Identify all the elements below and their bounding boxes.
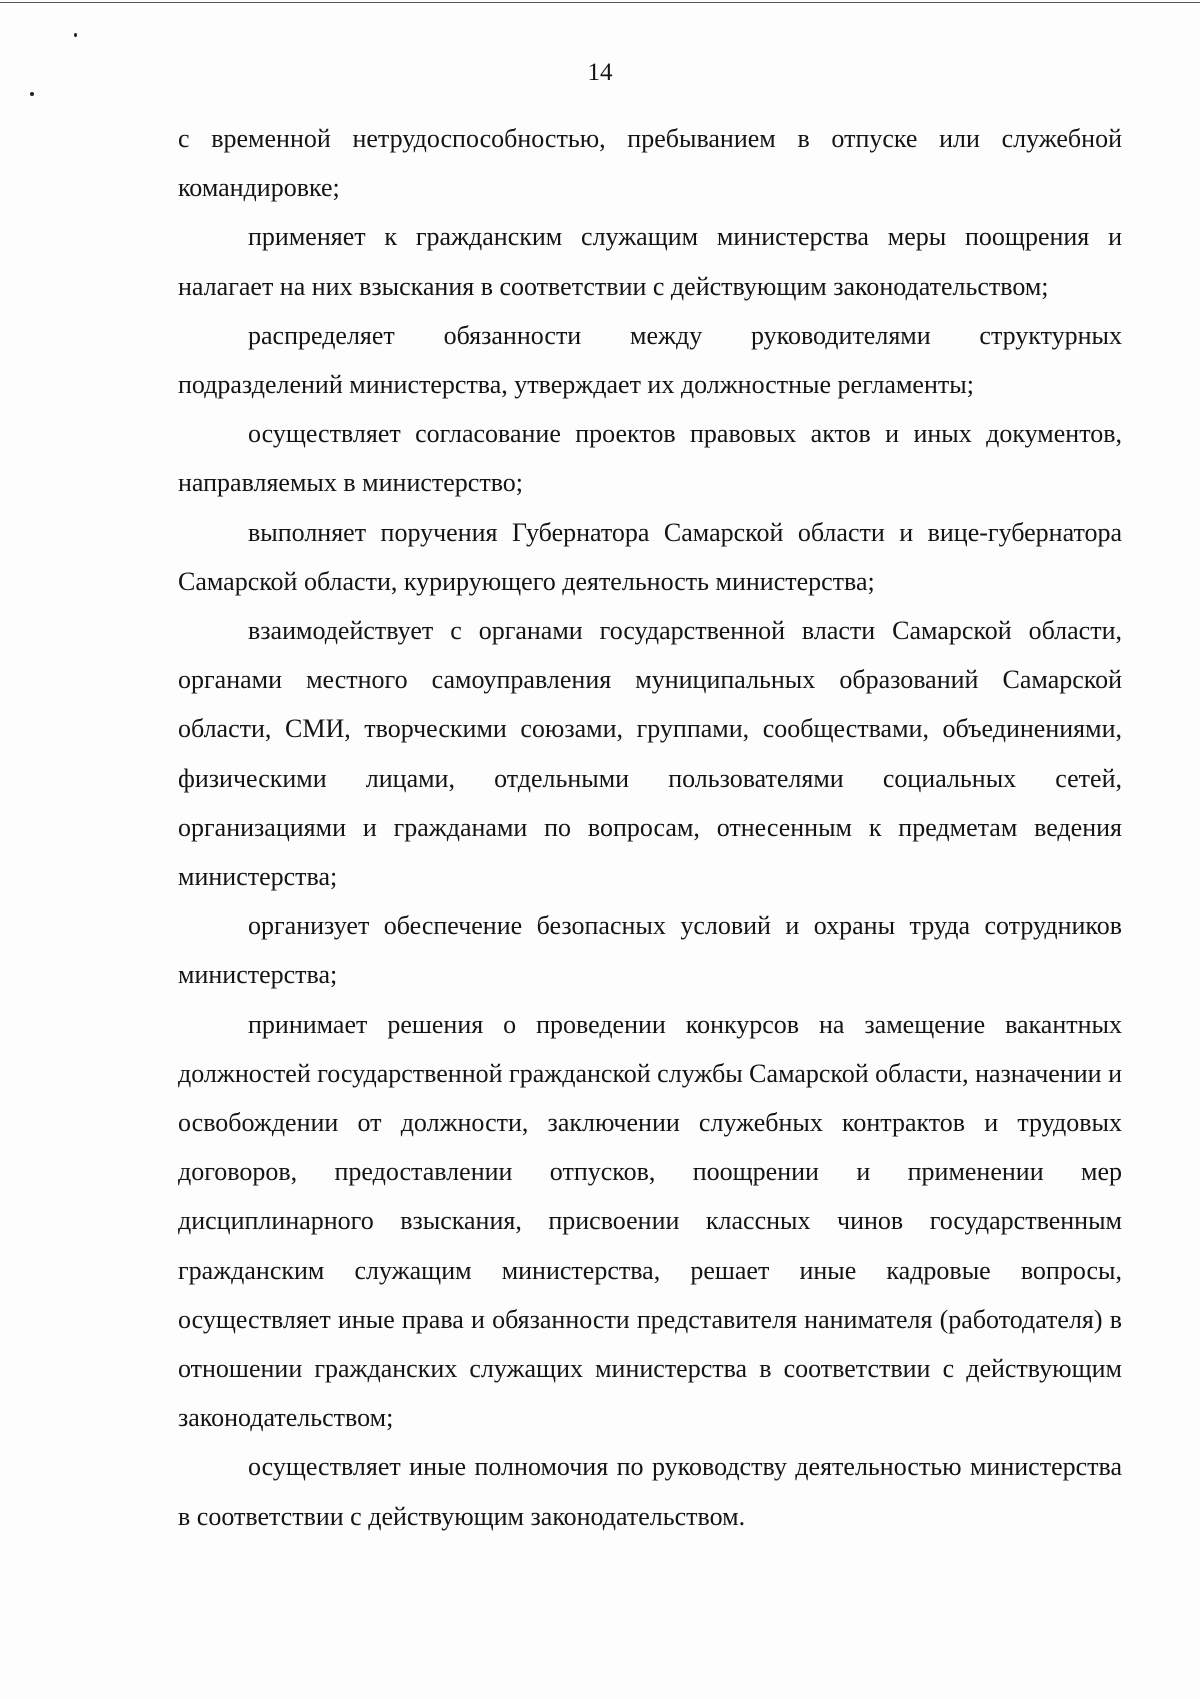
scan-speck (74, 33, 77, 37)
document-body (178, 114, 1122, 1541)
paragraph: распределяет обязанности между руководителями структурных подразделений министерства, утверждает их должностные регламенты; (178, 320, 1122, 400)
page-number: 14 (587, 59, 613, 86)
paragraph: осуществляет иные полномочия по руководству деятельностью министерства в соответствии с действующим законодательством. (178, 1452, 1122, 1531)
paragraph: применяет к гражданским служащим министерства меры поощрения и налагает на них взыскания в соответствии с действующим законодательством; (178, 222, 1122, 301)
paragraph: осуществляет согласование проектов правовых актов и иных документов, направляемых в министерство; (178, 419, 1122, 498)
paragraph-continuation: с временной нетрудоспособностью, пребыванием в отпуске или служебной командировке; (178, 124, 1122, 203)
scan-speck (30, 92, 34, 96)
paragraph: взаимодействует с органами государственной власти Самарской области, органами местного самоуправления муниципальных образований Самарской области, СМИ, творческими союзами, группами, сообществами, объединениями, физическими лицами, отдельными пользователями социальных сетей, организациями и гражданами по вопросам, отнесенным к предметам ведения министерства; (178, 616, 1122, 892)
paragraph: выполняет поручения Губернатора Самарской области и вице-губернатора Самарской области, курирующего деятельность министерства; (178, 517, 1122, 596)
paragraph: принимает решения о проведении конкурсов на замещение вакантных должностей государственной гражданской службы Самарской области, назначении и освобождении от должности, заключении служебных контрактов и трудовых договоров, предоставлении отпусков, поощрении и применении мер дисциплинарного взыскания, присвоении классных чинов государственным гражданским служащим министерства, решает иные кадровые вопросы, осуществляет иные права и обязанности представителя нанимателя (работодателя) в отношении гражданских служащих министерства в соответствии с действующим законодательством; (178, 1009, 1122, 1433)
paragraph: организует обеспечение безопасных условий и охраны труда сотрудников министерства; (178, 911, 1122, 990)
top-edge-line (0, 2, 1200, 3)
